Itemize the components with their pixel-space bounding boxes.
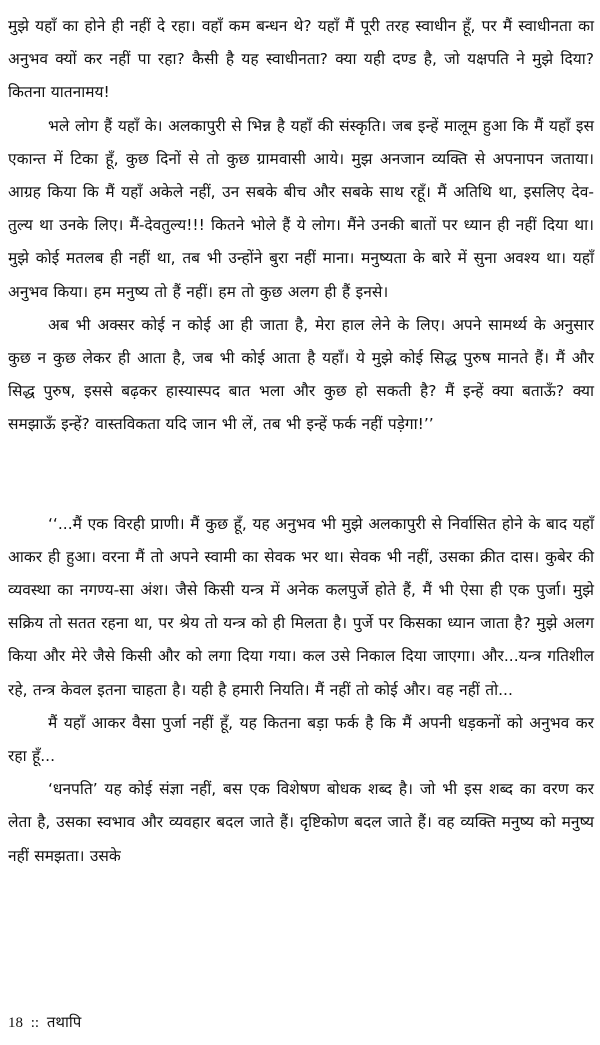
paragraph: ‘धनपति’ यह कोई संज्ञा नहीं, बस एक विशेषण बोधक शब्द है। जो भी इस शब्द का वरण कर लेता है, उसका स्वभाव और व्यवहार बदल जाते हैं। दृष्टिकोण बदल जाते हैं। वह व्यक्ति मनुष्य को मनुष्य नहीं समझता। उसके [8, 780, 594, 865]
section-new [8, 508, 594, 873]
paragraph: अब भी अक्सर कोई न कोई आ ही जाता है, मेरा हाल लेने के लिए। अपने सामर्थ्य के अनुसार कुछ न कुछ लेकर ही आता है, जब भी कोई आता है यहाँ। ये मुझे कोई सिद्ध पुरुष मानते हैं। मैं और सिद्ध पुरुष, इससे बढ़कर हास्यास्पद बात भला और कुछ हो सकती है? मैं इन्हें क्या बताऊँ? क्या समझाऊँ इन्हें? वास्तविकता यदि जान भी लें, तब भी इन्हें फर्क नहीं पड़ेगा!’’ [8, 315, 594, 434]
paragraph: भले लोग हैं यहाँ के। अलकापुरी से भिन्न है यहाँ की संस्कृति। जब इन्हें मालूम हुआ कि मैं यहाँ इस एकान्त में टिका हूँ, कुछ दिनों से तो कुछ ग्रामवासी आये। मुझ अनजान व्यक्ति से अपनापन जताया। आग्रह किया कि मैं यहाँ अकेले नहीं, उन सबके बीच और सबके साथ रहूँ। मैं अतिथि था, इसलिए देव-तुल्य था उनके लिए। मैं-देवतुल्य!!! कितने भोले हैं ये लोग। मैंने उनकी बातों पर ध्यान ही नहीं दिया था। मुझे कोई मतलब ही नहीं था, तब भी उन्होंने बुरा नहीं माना। मनुष्यता के बारे में सुना अवश्य था। यहाँ अनुभव किया। हम मनुष्य तो हैं नहीं। हम तो कुछ अलग ही हैं इनसे। [8, 116, 594, 301]
paragraph: मुझे यहाँ का होने ही नहीं दे रहा। वहाँ कम बन्धन थे? यहाँ मैं पूरी तरह स्वाधीन हूँ, पर मैं स्वाधीनता का अनुभव क्यों कर नहीं पा रहा? कैसी है यह स्वाधीनता? क्या यही दण्ड है, जो यक्षपति ने मुझे दिया? कितना यातनामय! [8, 17, 594, 102]
paragraph: ‘‘...मैं एक विरही प्राणी। मैं कुछ हूँ, यह अनुभव भी मुझे अलकापुरी से निर्वासित होने के बाद यहाँ आकर ही हुआ। वरना मैं तो अपने स्वामी का सेवक भर था। सेवक भी नहीं, उसका क्रीत दास। कुबेर की व्यवस्था का नगण्य-सा अंश। जैसे किसी यन्त्र में अनेक कलपुर्जे होते हैं, मैं भी ऐसा ही एक पुर्जा। मुझे सक्रिय तो सतत रहना था, पर श्रेय तो यन्त्र को ही मिलता है। पुर्जे पर किसका ध्यान जाता है? मुझे अलग किया और मेरे जैसे किसी और को लगा दिया गया। कल उसे निकाल दिया जाएगा। और...यन्त्र गतिशील रहे, तन्त्र केवल इतना चाहता है। यही है हमारी नियति। मैं नहीं तो कोई और। वह नहीं तो... [8, 514, 594, 699]
footer-separator: :: [30, 1015, 40, 1031]
paragraph: मैं यहाँ आकर वैसा पुर्जा नहीं हूँ, यह कितना बड़ा फर्क है कि मैं अपनी धड़कनों को अनुभव कर रहा हूँ... [8, 713, 594, 766]
section-break [8, 442, 594, 508]
section-continuation [8, 10, 594, 442]
page-number: 18 [8, 1015, 23, 1031]
page-footer [8, 1012, 81, 1032]
book-title: तथापि [46, 1015, 82, 1031]
